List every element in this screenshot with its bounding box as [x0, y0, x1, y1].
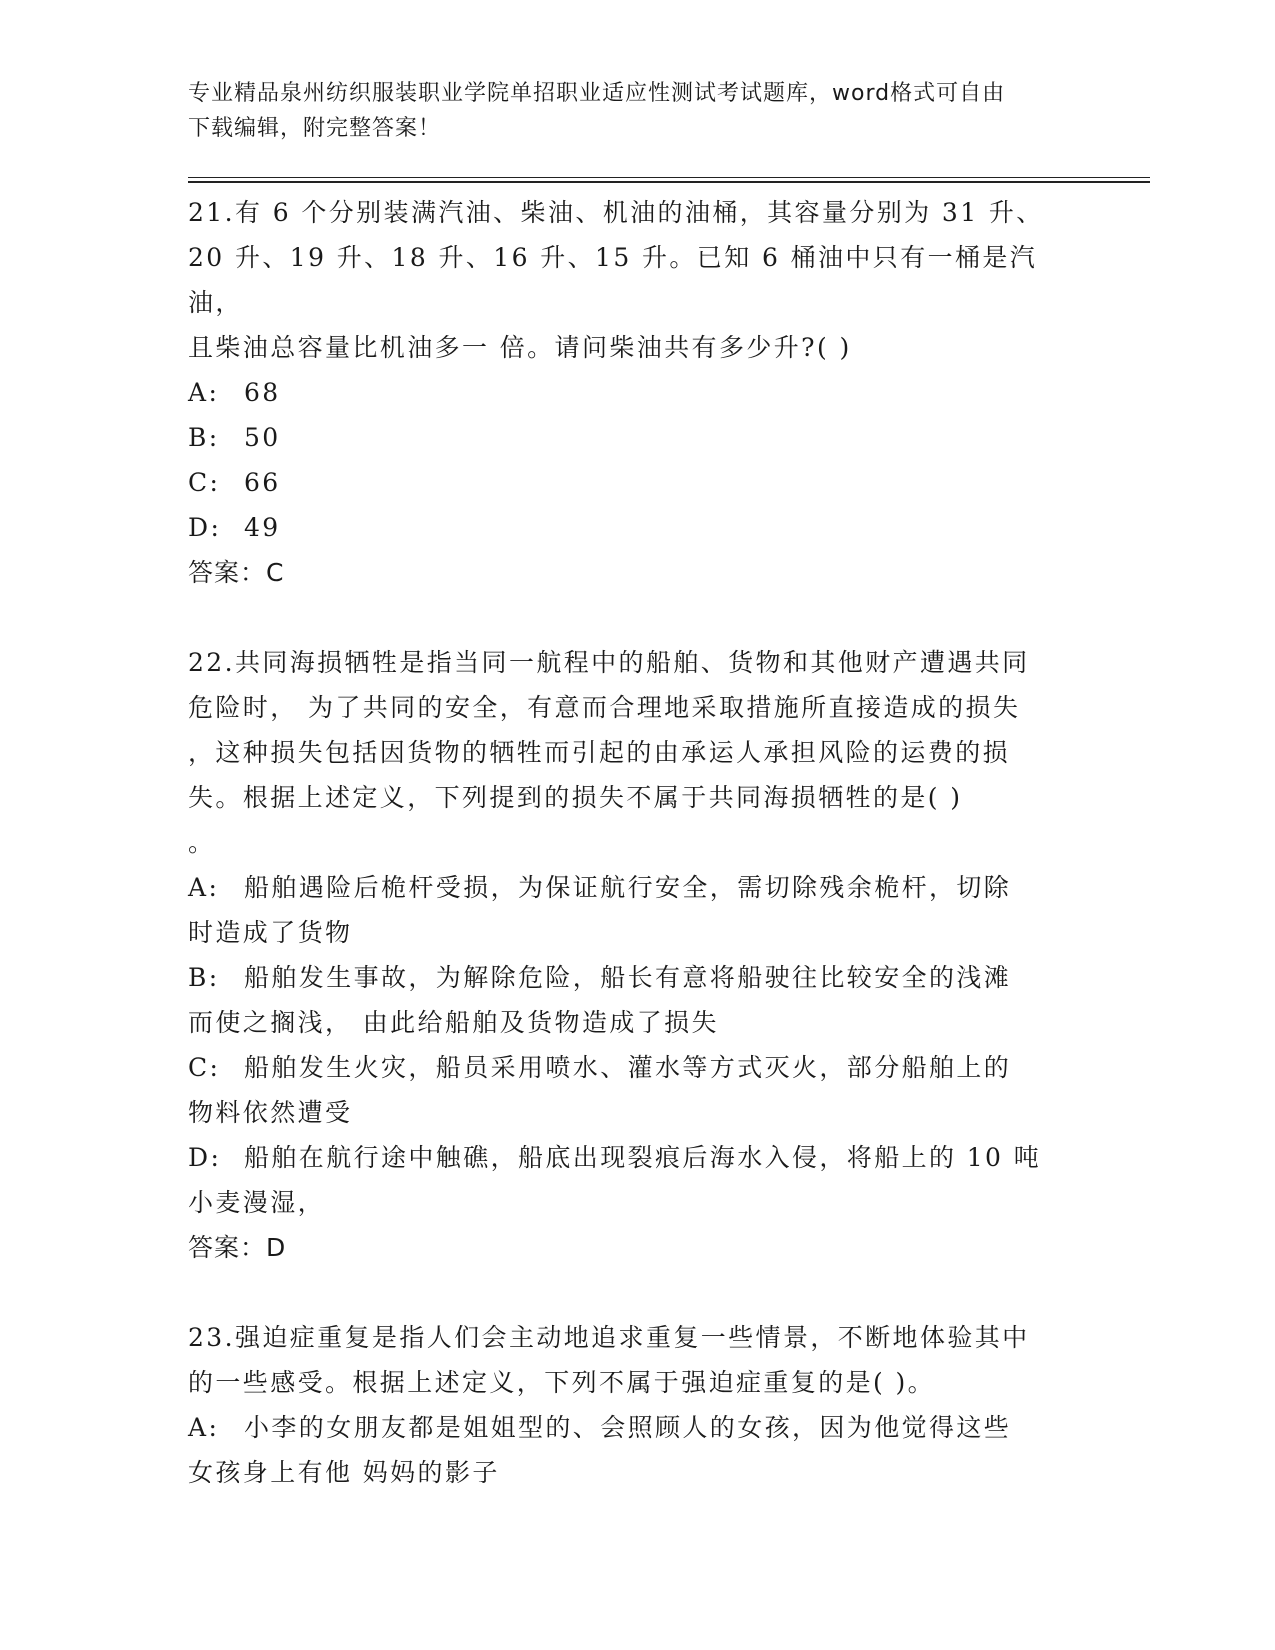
option-text: 船舶发生火灾，船员采用喷水、灌水等方式灭火，部分船舶上的 [244, 1053, 1012, 1082]
option-text: 船舶遇险后桅杆受损，为保证航行安全，需切除残余桅杆，切除 [244, 873, 1012, 902]
option-key: A: [188, 1413, 220, 1442]
option-text: 66 [244, 468, 281, 497]
option-continuation: 小麦漫湿， [188, 1188, 326, 1217]
header-line-2: 下载编辑，附完整答案！ [188, 116, 442, 141]
option-text: 50 [244, 423, 281, 452]
question-stem-line: 危险时， 为了共同的安全，有意而合理地采取措施所直接造成的损失 [188, 693, 1021, 722]
option-key: B: [188, 963, 220, 992]
question-21 [188, 190, 1088, 595]
option-key: A: [188, 378, 220, 407]
question-stem-line: 失。根据上述定义，下列提到的损失不属于共同海损牺牲的是( ) [188, 783, 963, 812]
option-c [188, 1045, 1088, 1090]
option-d [188, 1135, 1088, 1180]
question-stem-line: 且柴油总容量比机油多一 倍。请问柴油共有多少升?( ) [188, 333, 852, 362]
option-text: 49 [244, 513, 281, 542]
option-key: A: [188, 873, 220, 902]
option-continuation: 时造成了货物 [188, 918, 353, 947]
spacer [188, 595, 1088, 640]
question-22 [188, 640, 1088, 1270]
question-23 [188, 1315, 1088, 1495]
option-a [188, 1405, 1088, 1450]
answer-label: 答案：C [188, 558, 285, 587]
option-key: C: [188, 1053, 221, 1082]
option-b [188, 415, 1088, 460]
spacer [188, 1270, 1088, 1315]
option-continuation: 而使之搁浅， 由此给船舶及货物造成了损失 [188, 1008, 719, 1037]
question-stem-line: ，这种损失包括因货物的牺牲而引起的由承运人承担风险的运费的损 [188, 738, 1011, 767]
question-stem-line: 。 [188, 828, 216, 857]
question-list [188, 190, 1088, 1495]
option-b [188, 955, 1088, 1000]
option-text: 船舶发生事故，为解除危险，船长有意将船驶往比较安全的浅滩 [244, 963, 1012, 992]
option-d [188, 505, 1088, 550]
option-key: D: [188, 1143, 222, 1172]
option-a [188, 370, 1088, 415]
question-stem-line: 22.共同海损牺牲是指当同一航程中的船舶、货物和其他财产遭遇共同 [188, 648, 1030, 677]
question-stem-line: 20 升、19 升、18 升、16 升、15 升。已知 6 桶油中只有一桶是汽油， [188, 243, 1038, 317]
option-a [188, 865, 1088, 910]
option-c [188, 460, 1088, 505]
option-continuation: 物料依然遭受 [188, 1098, 353, 1127]
option-text: 小李的女朋友都是姐姐型的、会照顾人的女孩，因为他觉得这些 [244, 1413, 1012, 1442]
question-stem-line: 23.强迫症重复是指人们会主动地追求重复一些情景，不断地体验其中 [188, 1323, 1030, 1352]
option-key: C: [188, 468, 221, 497]
option-text: 68 [244, 378, 281, 407]
header-divider-thin [188, 177, 1150, 178]
header-line-1: 专业精品泉州纺织服装职业学院单招职业适应性测试考试题库，word格式可自由 [188, 81, 1006, 106]
option-key: D: [188, 513, 222, 542]
question-stem-line: 的一些感受。根据上述定义，下列不属于强迫症重复的是( )。 [188, 1368, 936, 1397]
option-text: 船舶在航行途中触礁，船底出现裂痕后海水入侵，将船上的 10 吨 [244, 1143, 1042, 1172]
answer-label: 答案：D [188, 1233, 287, 1262]
option-key: B: [188, 423, 220, 452]
document-header [188, 76, 1068, 146]
question-stem-line: 21.有 6 个分别装满汽油、柴油、机油的油桶，其容量分别为 31 升、 [188, 198, 1044, 227]
header-divider-thick [188, 181, 1150, 183]
option-continuation: 女孩身上有他 妈妈的影子 [188, 1458, 500, 1487]
